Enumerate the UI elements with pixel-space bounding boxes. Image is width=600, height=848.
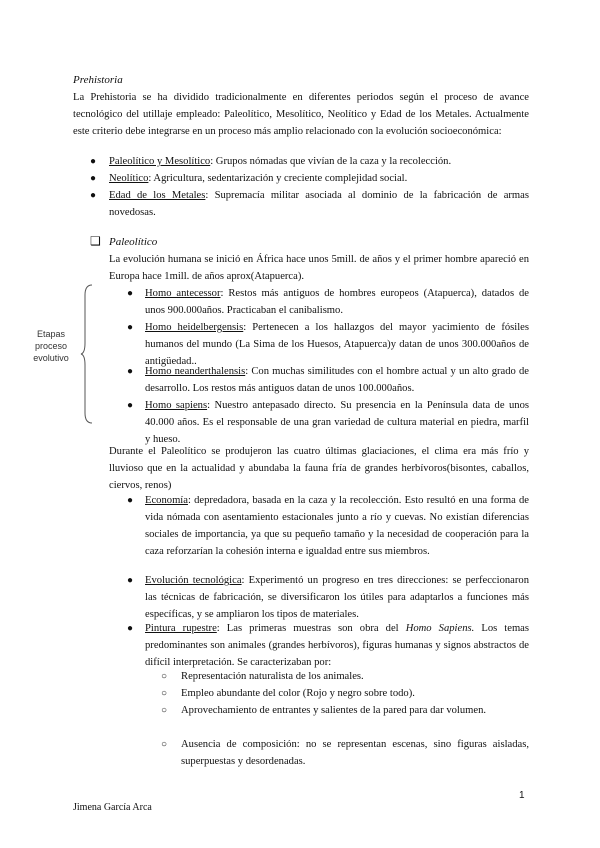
list-item-text: : Restos más antiguos de hombres europeos (Atapuerca), datados de unos 900.000años. Practicaban el canibalismo. [145, 288, 529, 316]
list-item [109, 170, 529, 187]
list-item-text: : Pertenecen a los hallazgos del mayor yacimiento de fósiles humanos del mundo (La Sima de los Huesos, Atapuerca)y datan de unos 300.000años de antigüedad.. [145, 322, 529, 367]
bullet-icon: ● [90, 156, 97, 167]
circle-bullet-icon: ○ [161, 739, 168, 750]
sub-list-item: Representación naturalista de los animales. [181, 671, 364, 682]
section-title-paleolitico: Paleolítico [109, 236, 158, 248]
list-item [145, 572, 529, 623]
list-item-text: : Experimentó un progreso en tres direcciones: se perfeccionaron las técnicas de fabricación, se diversificaron los útiles para adaptarlos a funciones más específicas, y se ampliaron los tipos de materiales. [145, 575, 529, 620]
list-item-text: : depredadora, basada en la caza y la recolección. Esto resultó en una forma de vida nómada con asentamiento estacionales junto a río y cuevas. No existían diferencias sociales de importancia, ya que su pequeño tamaño y la necesidad de cooperación para la caza reforzarían la cohesión interna e igualdad entre sus miembros. [145, 495, 529, 557]
bullet-icon: ● [127, 288, 134, 299]
bullet-icon: ● [127, 366, 134, 377]
section-title-prehistoria: Prehistoria [73, 74, 123, 86]
bullet-icon: ● [127, 400, 134, 411]
list-item [145, 363, 529, 397]
list-item-text: : Agricultura, sedentarización y creciente complejidad social. [148, 173, 408, 184]
climate-paragraph: Durante el Paleolítico se produjeron las cuatro últimas glaciaciones, el clima era más frío y lluvioso que en la actualidad y abundaba la fauna fría de grandes herbívoros(bisontes, caballos, ciervos, renos) [109, 446, 529, 491]
circle-bullet-icon: ○ [161, 705, 168, 716]
list-item-term: Evolución tecnológica [145, 575, 242, 586]
paleolitico-intro: La evolución humana se inició en África hace unos 5mill. de años y el primer hombre apareció en Europa hace 1mill. de años aprox(Atapuerca). [109, 254, 529, 282]
list-item-term: Homo antecessor [145, 288, 221, 299]
list-item-text: : Nuestro antepasado directo. Su presencia en la Península data de unos 40.000 años. Es el responsable de una gran variedad de cultura material en piedra, marfil y hueso. [145, 400, 529, 445]
list-item-term: Edad de los Metales [109, 190, 206, 201]
checkbox-icon: ❑ [90, 234, 101, 248]
footer-author: Jimena García Arca [73, 802, 152, 813]
sub-list-item: Ausencia de composición: no se representan escenas, sino figuras aisladas, superpuestas y desordenadas. [181, 739, 529, 767]
list-item-term: Homo neanderthalensis [145, 366, 246, 377]
bullet-icon: ● [127, 623, 134, 634]
list-item-term: Pintura rupestre [145, 623, 217, 634]
list-item [145, 285, 529, 319]
list-item-term: Homo sapiens [145, 400, 208, 411]
list-item-text: Los temas predominantes son animales (grandes herbívoros), figuras humanas y signos abstractos de difícil interpretación. Se caracterizaban por: [145, 623, 530, 668]
list-item-italic: Homo Sapiens. [405, 623, 475, 634]
list-item [109, 153, 529, 170]
bullet-icon: ● [127, 575, 134, 586]
list-item-text: : Grupos nómadas que vivían de la caza y la recolección. [210, 156, 452, 167]
circle-bullet-icon: ○ [161, 688, 168, 699]
brace-icon [80, 283, 94, 425]
bullet-icon: ● [90, 173, 97, 184]
list-item-term: Homo heidelbergensis [145, 322, 244, 333]
list-item [145, 492, 529, 560]
list-item-text: : Las primeras muestras son obra del [216, 623, 406, 634]
list-item [109, 187, 529, 221]
list-item-term: Paleolítico y Mesolítico [109, 156, 211, 167]
circle-bullet-icon: ○ [161, 671, 168, 682]
list-item-text: : Con muchas similitudes con el hombre actual y un alto grado de desarrollo. Los restos más antiguos datan de unos 100.000años. [145, 366, 529, 394]
list-item-term: Economía [145, 495, 188, 506]
list-item-text: : Supremacía militar asociada al dominio de la fabricación de armas novedosas. [109, 190, 529, 218]
side-label-etapas: Etapas proceso evolutivo [33, 329, 69, 363]
bullet-icon: ● [127, 322, 134, 333]
sub-list-item: Empleo abundante del color (Rojo y negro sobre todo). [181, 688, 415, 699]
list-item-term: Neolítico [109, 173, 149, 184]
prehistoria-intro: La Prehistoria se ha dividido tradicionalmente en diferentes periodos según el proceso de avance tecnológico del utillaje empleado: Paleolítico, Mesolítico, Neolítico y Edad de los Metales. Actualmente este criterio debe integrarse en un proceso más amplio relacionado con la evolución socioeconómica: [73, 92, 529, 137]
page-number: 1 [519, 790, 525, 801]
list-item [145, 620, 529, 671]
bullet-icon: ● [90, 190, 97, 201]
bullet-icon: ● [127, 495, 134, 506]
sub-list-item: Aprovechamiento de entrantes y salientes de la pared para dar volumen. [181, 705, 487, 716]
list-item [145, 397, 529, 448]
